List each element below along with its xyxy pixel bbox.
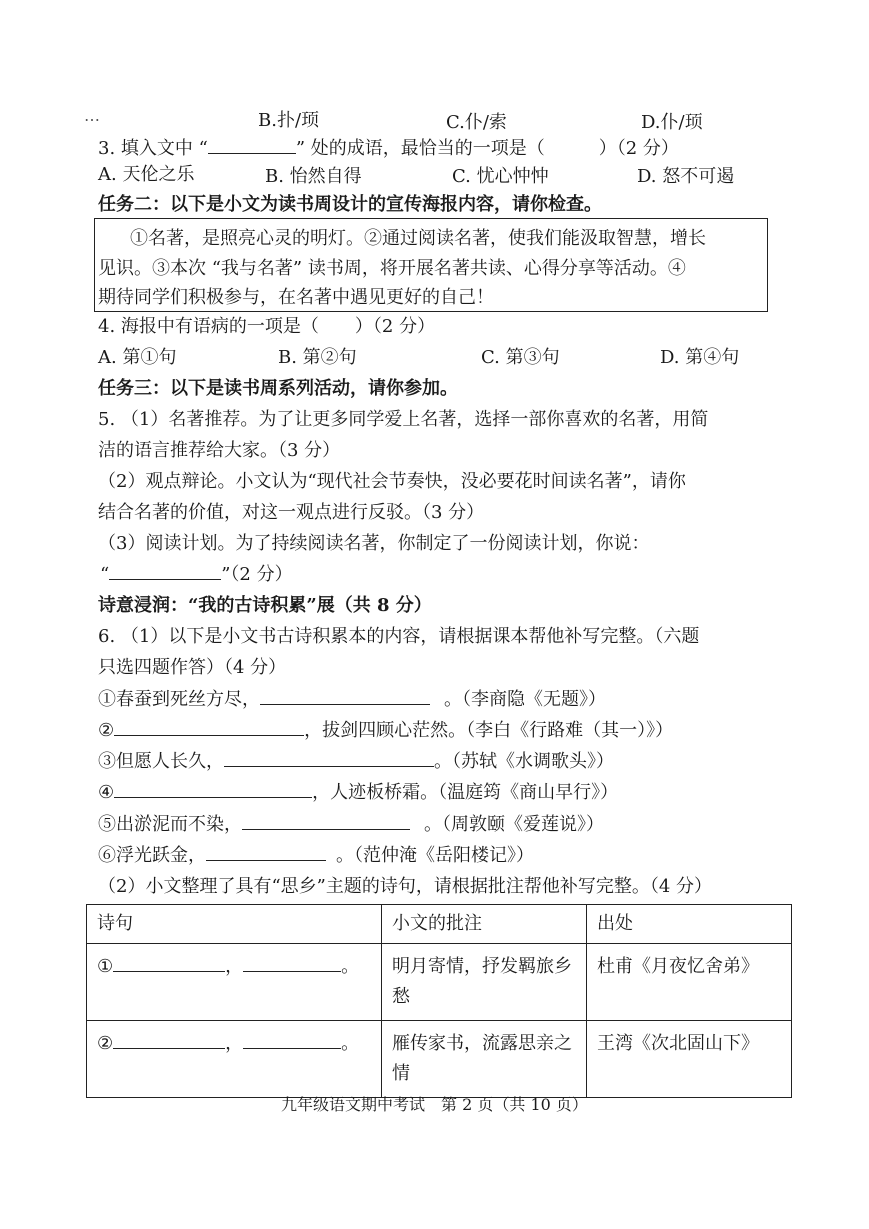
poem-item-6 bbox=[98, 843, 534, 869]
row-2-blank-a[interactable] bbox=[113, 1032, 225, 1049]
poem-item-4-blank[interactable] bbox=[114, 781, 312, 798]
table-row bbox=[87, 944, 792, 1021]
q2-option-d: D.仆/顼 bbox=[641, 112, 703, 133]
homesick-poems-table bbox=[86, 904, 792, 1098]
q5-1-line-2: 洁的语言推荐给大家。（3 分） bbox=[98, 440, 341, 461]
row-1-blank-a[interactable] bbox=[113, 955, 225, 972]
q5-3-answer-line bbox=[100, 562, 293, 588]
poetry-heading: 诗意浸润：“我的古诗积累”展（共 8 分） bbox=[98, 595, 432, 616]
row-1-comma: ， bbox=[225, 956, 244, 977]
poem-item-1-post: 。（李商隐《无题》） bbox=[444, 689, 606, 710]
q6-1-line-1: 6. （1）以下是小文书古诗积累本的内容，请根据课本帮他补写完整。（六题 bbox=[98, 626, 700, 647]
poem-item-2-post: ，拔剑四顾心茫然。（李白《行路难（其一）》） bbox=[304, 720, 674, 741]
cropped-option-a: ⋯ bbox=[84, 110, 100, 128]
poster-line-3: 期待同学们积极参与，在名著中遇见更好的自己！ bbox=[98, 287, 494, 308]
q5-3-line-1: （3）阅读计划。为了持续阅读名著，你制定了一份阅读计划，你说： bbox=[98, 533, 650, 554]
poem-item-6-pre: ⑥浮光跃金， bbox=[98, 845, 206, 866]
poem-item-4 bbox=[98, 780, 618, 806]
q4-stem: 4. 海报中有语病的一项是（ ）（2 分） bbox=[98, 316, 436, 337]
poster-line-2: 见识。③本次 “我与名著” 读书周，将开展名著共读、心得分享等活动。④ bbox=[98, 258, 686, 279]
table-cell-source-1: 杜甫《月夜忆舍弟》 bbox=[587, 944, 792, 1021]
table-row bbox=[87, 1021, 792, 1098]
poem-item-3-post: 。（苏轼《水调歌头》） bbox=[434, 751, 614, 772]
q3-suffix: ” 处的成语，最恰当的一项是（ ）（2 分） bbox=[295, 138, 679, 159]
poem-item-3-blank[interactable] bbox=[224, 750, 434, 767]
q6-2-stem: （2）小文整理了具有“思乡”主题的诗句，请根据批注帮他补写完整。（4 分） bbox=[98, 876, 713, 897]
q5-3-close: ”（2 分） bbox=[221, 564, 293, 585]
row-2-blank-b[interactable] bbox=[243, 1032, 341, 1049]
poem-item-6-blank[interactable] bbox=[206, 844, 326, 861]
poem-item-4-pre: ④ bbox=[98, 782, 115, 803]
poem-item-6-post: 。（范仲淹《岳阳楼记》） bbox=[336, 845, 534, 866]
poem-item-1 bbox=[98, 687, 606, 713]
q5-3-open-quote: “ bbox=[100, 564, 110, 585]
q3-option-c: C. 忧心忡忡 bbox=[452, 166, 549, 187]
table-cell-note-1: 明月寄情，抒发羁旅乡愁 bbox=[382, 944, 587, 1021]
q4-option-a: A. 第①句 bbox=[98, 347, 177, 368]
poem-item-1-blank[interactable] bbox=[260, 688, 430, 705]
poem-item-5 bbox=[98, 812, 604, 838]
q4-option-c: C. 第③句 bbox=[481, 347, 560, 368]
table-header-source: 出处 bbox=[587, 905, 792, 944]
q4-option-b: B. 第②句 bbox=[278, 347, 357, 368]
poem-item-2 bbox=[98, 718, 673, 744]
q3-prefix: 3. 填入文中 “ bbox=[98, 138, 208, 159]
row-2-comma: ， bbox=[225, 1033, 244, 1054]
poem-item-4-post: ，人迹板桥霜。（温庭筠《商山早行》） bbox=[312, 782, 619, 803]
task3-heading: 任务三：以下是读书周系列活动，请你参加。 bbox=[98, 378, 458, 399]
poem-item-3 bbox=[98, 749, 614, 775]
table-cell-source-2: 王湾《次北固山下》 bbox=[587, 1021, 792, 1098]
row-1-blank-b[interactable] bbox=[243, 955, 341, 972]
q5-2-line-2: 结合名著的价值，对这一观点进行反驳。（3 分） bbox=[98, 502, 485, 523]
task2-heading: 任务二：以下是小文为读书周设计的宣传海报内容，请你检查。 bbox=[98, 194, 602, 215]
q6-1-line-2: 只选四题作答）（4 分） bbox=[98, 657, 287, 678]
q3-stem bbox=[98, 136, 679, 162]
q5-1-line-1: 5. （1）名著推荐。为了让更多同学爱上名著，选择一部你喜欢的名著，用简 bbox=[98, 409, 709, 430]
poem-item-5-pre: ⑤出淤泥而不染， bbox=[98, 814, 242, 835]
q5-3-answer-blank[interactable] bbox=[109, 563, 221, 580]
q3-option-a: A. 天伦之乐 bbox=[98, 164, 195, 185]
poem-item-2-blank[interactable] bbox=[114, 719, 304, 736]
row-1-period: 。 bbox=[341, 956, 360, 977]
page-footer: 九年级语文期中考试 第 2 页（共 10 页） bbox=[281, 1095, 588, 1114]
q2-option-c: C.仆/索 bbox=[446, 112, 507, 133]
table-header-note: 小文的批注 bbox=[382, 905, 587, 944]
poster-line-1: ①名著，是照亮心灵的明灯。②通过阅读名著，使我们能汲取智慧，增长 bbox=[130, 228, 706, 249]
q3-option-b: B. 怡然自得 bbox=[265, 166, 362, 187]
poem-item-5-blank[interactable] bbox=[242, 813, 410, 830]
poem-item-3-pre: ③但愿人长久， bbox=[98, 751, 224, 772]
poem-item-2-pre: ② bbox=[98, 720, 115, 741]
table-cell-poem-2 bbox=[87, 1021, 382, 1098]
table-header-poem: 诗句 bbox=[87, 905, 382, 944]
q3-option-d: D. 怒不可遏 bbox=[637, 166, 735, 187]
table-cell-poem-1 bbox=[87, 944, 382, 1021]
poem-item-1-pre: ①春蚕到死丝方尽， bbox=[98, 689, 260, 710]
q2-option-b: B.扑/顼 bbox=[258, 110, 320, 131]
q5-2-line-1: （2）观点辩论。小文认为“现代社会节奏快，没必要花时间读名著”，请你 bbox=[98, 471, 686, 492]
table-header-row bbox=[87, 905, 792, 944]
row-2-period: 。 bbox=[341, 1033, 360, 1054]
poem-item-5-post: 。（周敦颐《爱莲说》） bbox=[424, 814, 604, 835]
row-1-number: ① bbox=[97, 956, 114, 977]
row-2-number: ② bbox=[97, 1033, 114, 1054]
q3-answer-blank[interactable] bbox=[208, 137, 296, 154]
q4-option-d: D. 第④句 bbox=[660, 347, 740, 368]
table-cell-note-2: 雁传家书，流露思亲之情 bbox=[382, 1021, 587, 1098]
